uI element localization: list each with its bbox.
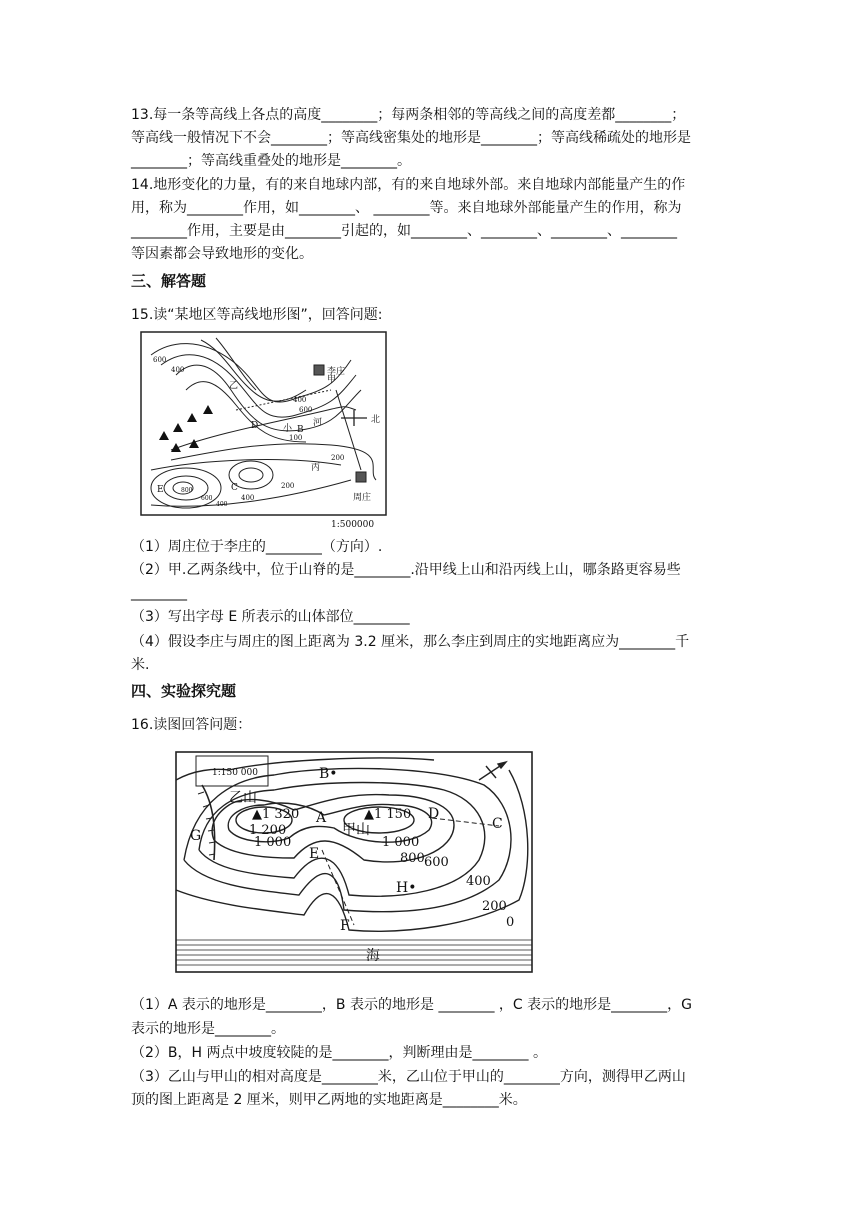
dashed-line	[322, 850, 354, 925]
q15-part-1: （1）周庄位于李庄的________（方向）.	[131, 539, 383, 555]
village-icon	[314, 365, 324, 375]
q14-line-4: 等因素都会导致地形的变化。	[131, 246, 313, 262]
label-contour-600: 600	[424, 855, 449, 870]
q14-line-1: 14.地形变化的力量，有的来自地球内部，有的来自地球外部。来自地球内部能量产生的作	[131, 177, 686, 193]
q16-part-1a: （1）A 表示的地形是________，B 表示的地形是 ________ ，C 表示的地形是________，G	[131, 997, 692, 1013]
q15-part-4a: （4）假设李庄与周庄的图上距离为 3.2 厘米，那么李庄到周庄的实地距离应为________千	[131, 634, 690, 650]
label-yishan: 乙山	[229, 790, 257, 806]
q13-line-1: 13.每一条等高线上各点的高度________；每两条相邻的等高线之间的高度差都________；	[131, 107, 686, 123]
q16-part-1b: 表示的地形是________。	[131, 1021, 285, 1037]
map-scale-1: 1:500000	[331, 520, 375, 530]
label-contour-800: 800	[400, 851, 425, 866]
contour-line	[239, 468, 263, 482]
label-peak-1150: ▲1 150	[364, 807, 412, 822]
dashed-line	[432, 818, 499, 826]
q14-line-3: ________作用，主要是由________引起的，如________、________、________、________	[131, 223, 677, 239]
label-e: E	[157, 485, 164, 495]
label-b: B	[297, 425, 304, 435]
contour-value: 100	[289, 434, 303, 442]
label-contour-1000b: 1 000	[382, 835, 420, 850]
label-north: 北	[371, 415, 381, 425]
contour-value: 400	[171, 366, 185, 374]
label-jiashan: 甲山	[342, 822, 370, 838]
contour-map-figure-1	[131, 330, 393, 532]
contour-value: 600	[299, 406, 313, 414]
contour-value: 600	[201, 495, 213, 502]
label-e: E	[309, 846, 320, 862]
contour-value: 200	[281, 482, 295, 490]
label-line-bing: 丙	[311, 463, 321, 473]
q13-line-3: ________；等高线重叠处的地形是________。	[131, 153, 411, 169]
label-lizhuang: 李庄	[327, 367, 346, 377]
contour-value: 400	[241, 494, 255, 502]
label-contour-1200: 1 200	[249, 823, 287, 838]
label-b: B•	[319, 766, 338, 782]
q16-intro: 16.读图回答问题：	[131, 717, 252, 733]
q15-part-3: （3）写出字母 E 所表示的山体部位________	[131, 609, 410, 625]
contour-line	[171, 444, 376, 480]
contour-value: 800	[181, 487, 193, 494]
q15-part-4b: 米.	[131, 657, 150, 673]
label-f: F	[340, 918, 350, 934]
village-icon	[356, 472, 366, 482]
label-d: D	[428, 806, 440, 822]
sea-hatching	[176, 940, 532, 965]
label-c: C	[492, 816, 503, 832]
contour-value: 200	[331, 454, 345, 462]
q15-part-2b: ________	[131, 585, 187, 601]
q15-intro: 15.读“某地区等高线地形图”，回答问题:	[131, 307, 383, 323]
label-g: G	[190, 828, 202, 844]
contour-map-figure-2	[174, 750, 536, 976]
label-contour-200: 200	[482, 899, 507, 914]
label-h: H•	[396, 880, 417, 896]
label-line-yi: 乙	[229, 381, 239, 391]
section-heading-3: 三、解答题	[131, 272, 207, 290]
q16-part-3b: 顶的图上距离是 2 厘米，则甲乙两地的实地距离是________米。	[131, 1092, 527, 1108]
q16-part-2: （2）B，H 两点中坡度较陡的是________，判断理由是________ 。	[131, 1045, 547, 1061]
label-c: C	[231, 483, 238, 493]
contour-value: 400	[216, 501, 228, 508]
label-peak-1320: ▲1 320	[252, 807, 300, 822]
route-line	[236, 390, 331, 410]
contour-value: 600	[153, 356, 167, 364]
section-heading-4: 四、实验探究题	[131, 682, 237, 700]
label-small: 小	[283, 424, 293, 434]
label-zhouzhuang: 周庄	[353, 493, 372, 503]
contour-line	[201, 340, 306, 401]
label-a: A	[316, 810, 327, 826]
q14-line-2: 用，称为________作用，如________、 ________等。来自地球外部能量产生的作用，称为	[131, 200, 682, 216]
q13-line-2: 等高线一般情况下不会________；等高线密集处的地形是________；等高线稀疏处的地形是	[131, 130, 691, 146]
label-line-jia: 甲	[327, 375, 337, 385]
label-contour-400: 400	[466, 874, 491, 889]
label-contour-1000a: 1 000	[254, 835, 292, 850]
label-river: 河	[313, 418, 323, 428]
label-contour-0: 0	[506, 915, 515, 930]
label-d: D	[251, 421, 259, 431]
map-frame	[176, 752, 532, 972]
map-scale-2: 1:150 000	[212, 768, 258, 778]
q15-part-2: （2）甲.乙两条线中，位于山脊的是________.沿甲线上山和沿丙线上山，哪条路更容易些	[131, 562, 681, 578]
contour-value: 400	[293, 396, 307, 404]
river-line	[171, 407, 356, 450]
label-sea: 海	[366, 948, 380, 964]
q16-part-3a: （3）乙山与甲山的相对高度是________米，乙山位于甲山的________方向，测得甲乙两山	[131, 1069, 686, 1085]
